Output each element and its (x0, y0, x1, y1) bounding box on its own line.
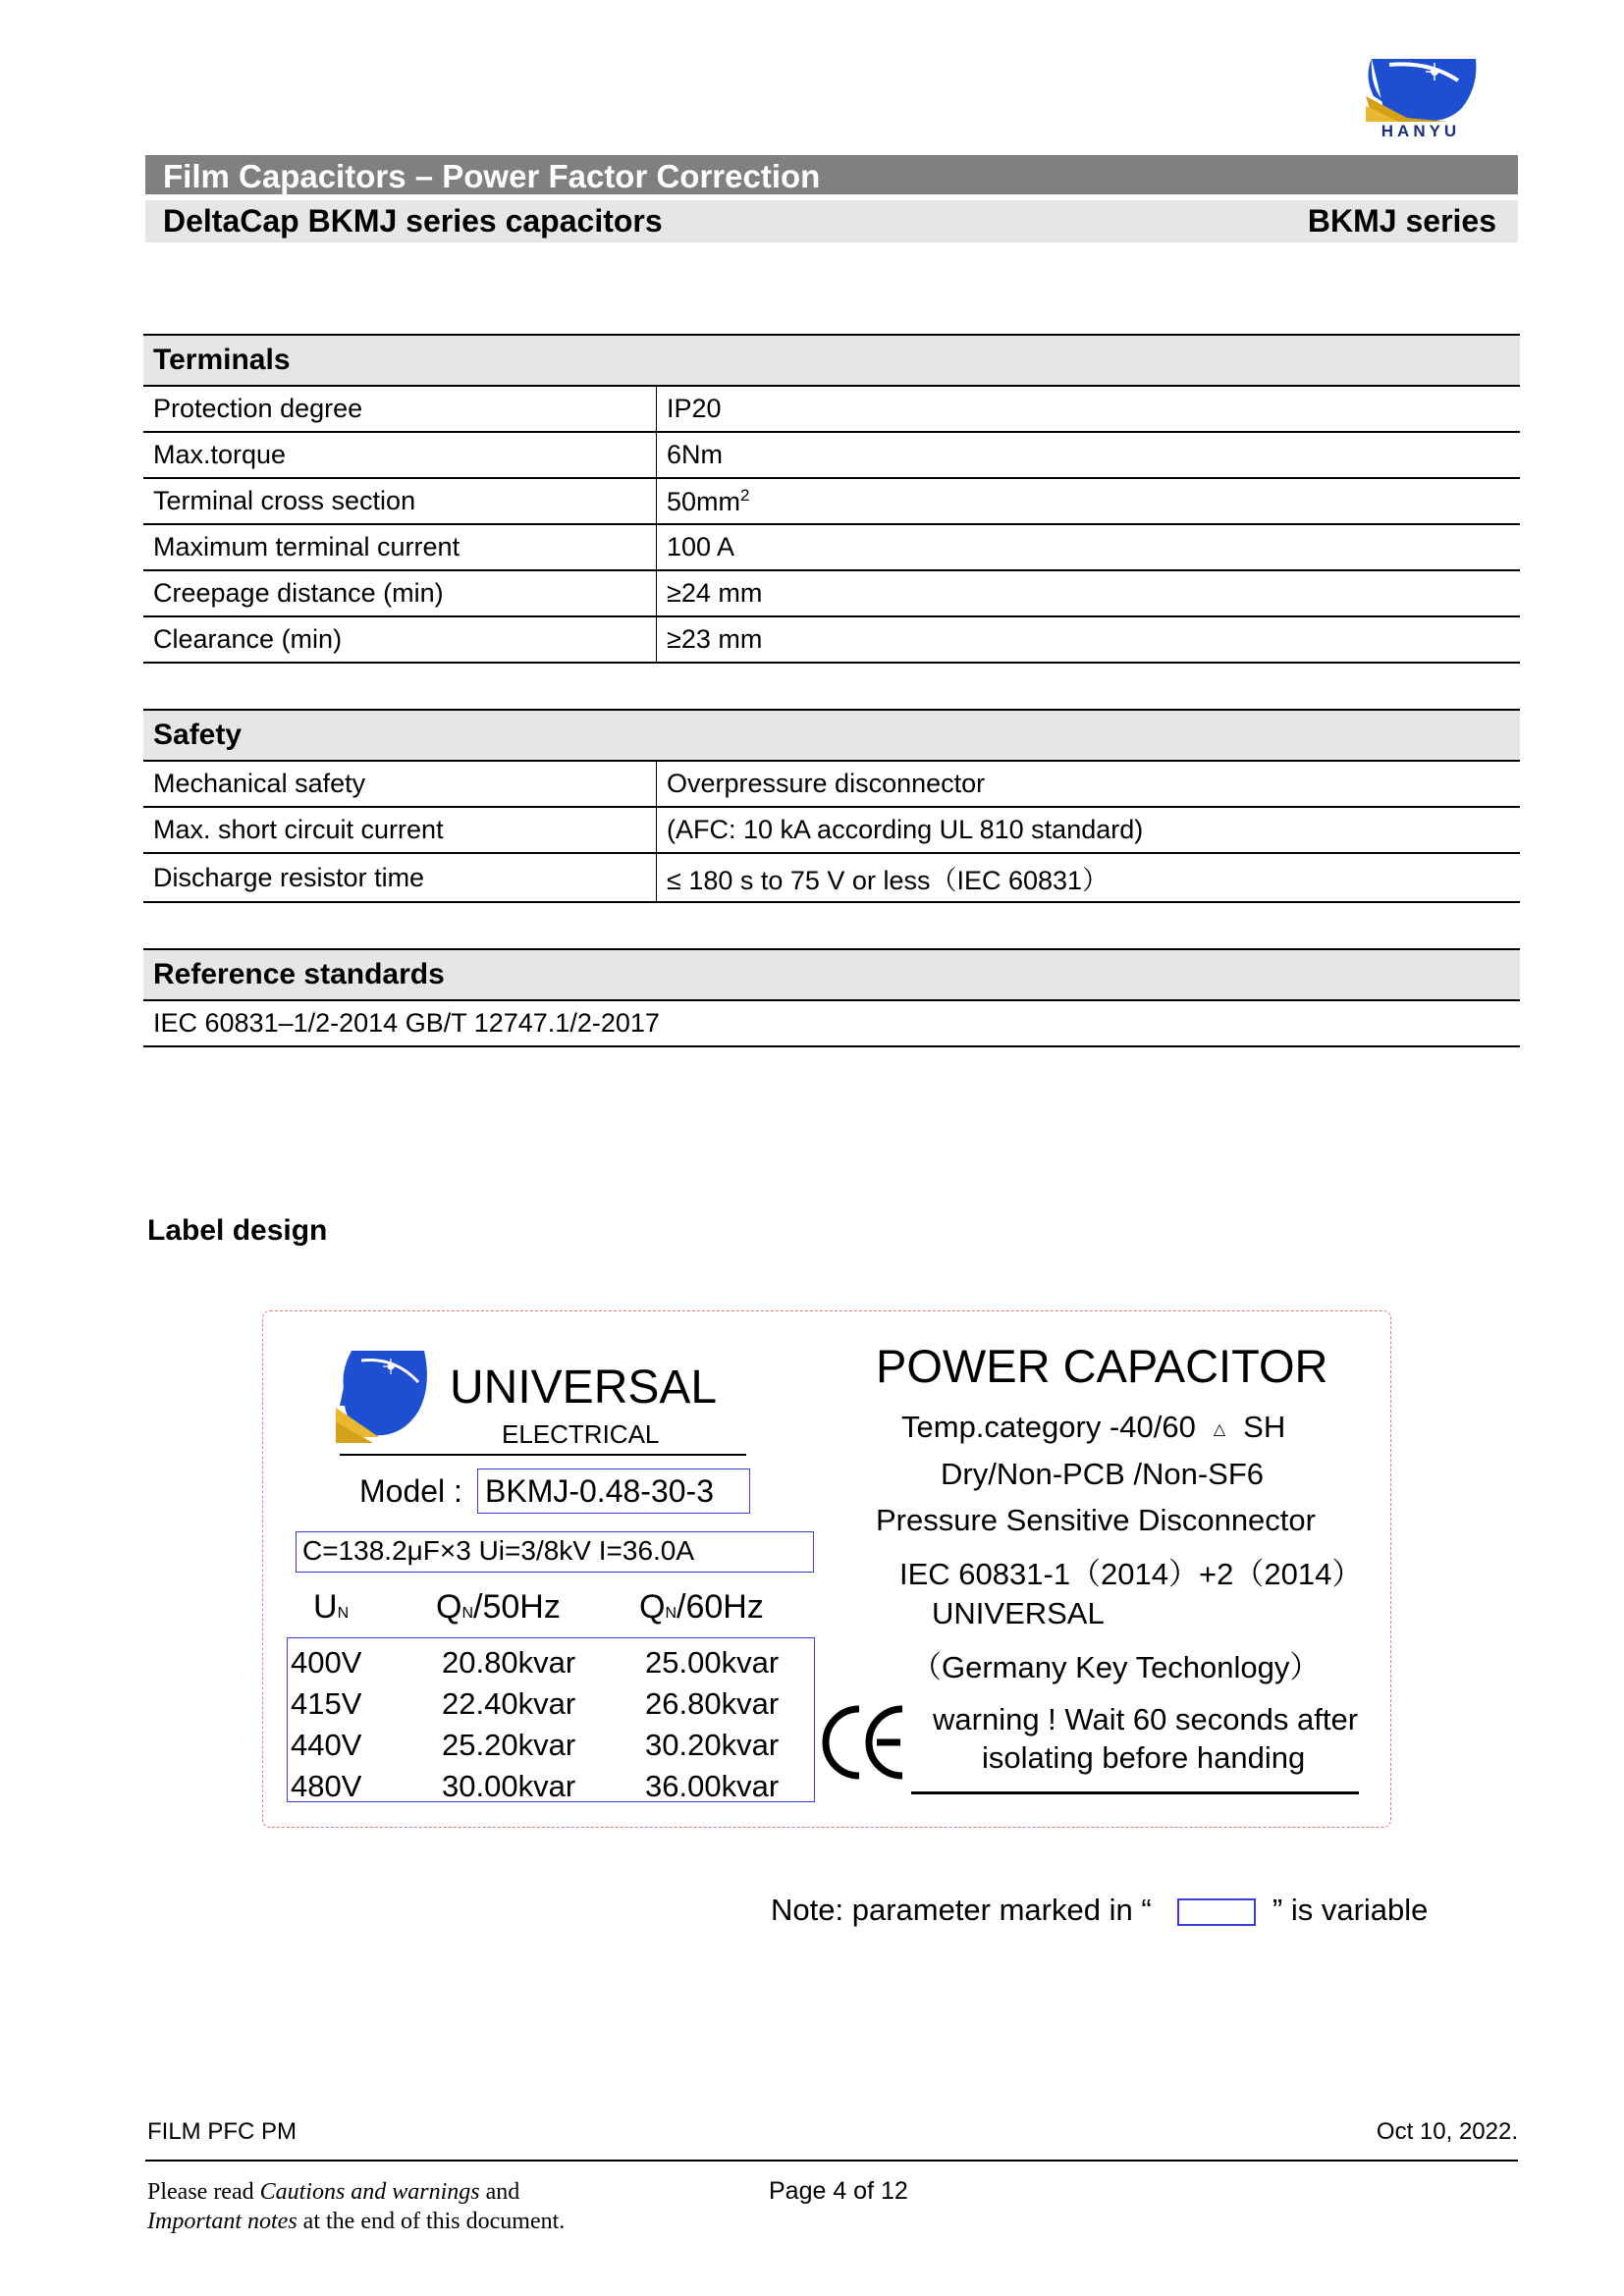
label-line3: Pressure Sensitive Disconnector (876, 1503, 1316, 1537)
row-value: ≥24 mm (657, 570, 1521, 616)
col-q60-sub: N (665, 1605, 677, 1622)
row-key: Mechanical safety (143, 761, 657, 807)
rating-q60: 30.20kvar (645, 1728, 780, 1762)
table-row (143, 616, 1520, 663)
rating-q60: 36.00kvar (645, 1769, 780, 1803)
row-key: Maximum terminal current (143, 524, 657, 570)
page-number: Page 4 of 12 (769, 2177, 908, 2205)
table-row (143, 524, 1520, 570)
divider (340, 1454, 746, 1456)
universal-logo-icon (334, 1347, 432, 1451)
col-un-sub: N (337, 1605, 350, 1622)
label-line4: IEC 60831-1（2014）+2（2014） (899, 1557, 1363, 1591)
rating-q60: 25.00kvar (645, 1645, 780, 1680)
col-un-letter: U (313, 1588, 338, 1626)
row-value (657, 478, 1521, 524)
row-value-text: 50mm (667, 486, 741, 516)
safety-table (143, 709, 1520, 903)
triangle-icon: △ (1213, 1420, 1226, 1438)
temp-text: Temp.category -40/60 (901, 1410, 1196, 1444)
cautions-link[interactable]: Cautions and warnings (259, 2179, 480, 2205)
row-key: Terminal cross section (143, 478, 657, 524)
safety-title: Safety (143, 710, 1520, 761)
note-after: ” is variable (1272, 1893, 1429, 1927)
temp-category (901, 1410, 1285, 1445)
footer-divider (145, 2160, 1518, 2162)
specs-value: C=138.2μF×3 Ui=3/8kV I=36.0A (302, 1535, 695, 1566)
category-title: Film Capacitors – Power Factor Correction (163, 158, 821, 194)
col-q50-sub: N (461, 1605, 474, 1622)
row-value: 6Nm (657, 432, 1521, 478)
table-row (143, 853, 1520, 902)
rating-q50: 25.20kvar (442, 1728, 576, 1762)
footer-date: Oct 10, 2022. (1376, 2118, 1518, 2145)
model-value: BKMJ-0.48-30-3 (485, 1473, 714, 1509)
col-q50-letter: Q (436, 1588, 462, 1626)
col-q60-letter: Q (639, 1588, 666, 1626)
label-brand-sub: ELECTRICAL (502, 1419, 660, 1449)
col-q60-header (639, 1588, 764, 1627)
product-title: DeltaCap BKMJ series capacitors (163, 203, 663, 239)
col-q50-header (436, 1588, 561, 1627)
ce-mark-icon (820, 1701, 910, 1784)
rating-q50: 30.00kvar (442, 1769, 576, 1803)
rating-voltage: 480V (291, 1769, 362, 1803)
note-before: Note: parameter marked in “ (771, 1893, 1152, 1927)
table-row (143, 478, 1520, 524)
terminals-title: Terminals (143, 335, 1520, 386)
brand-name: HANYU (1380, 122, 1461, 140)
standards-title: Reference standards (143, 949, 1520, 1000)
label-design-box (262, 1310, 1391, 1828)
model-label: Model : (359, 1473, 462, 1509)
col-q60-suffix: /60Hz (677, 1588, 764, 1626)
row-key: Max.torque (143, 432, 657, 478)
col-un-header (313, 1588, 349, 1627)
variable-marker-box (1177, 1898, 1256, 1926)
footer-doc-id: FILM PFC PM (147, 2118, 298, 2145)
row-value: (AFC: 10 kA according UL 810 standard) (657, 807, 1521, 853)
table-row (143, 386, 1520, 432)
label-line6: （Germany Key Techonlogy） (911, 1650, 1321, 1684)
table-row (143, 761, 1520, 807)
table-row (143, 807, 1520, 853)
label-design-title: Label design (147, 1214, 328, 1247)
warning-line1: warning ! Wait 60 seconds after (933, 1702, 1359, 1736)
row-key: Creepage distance (min) (143, 570, 657, 616)
table-row (143, 1000, 1520, 1046)
rating-q60: 26.80kvar (645, 1686, 780, 1721)
read-text: and (479, 2179, 520, 2205)
row-key: Protection degree (143, 386, 657, 432)
row-key: Discharge resistor time (143, 853, 657, 902)
rating-q50: 22.40kvar (442, 1686, 576, 1721)
row-key: Clearance (min) (143, 616, 657, 663)
row-value: ≥23 mm (657, 616, 1521, 663)
superscript: 2 (740, 485, 750, 505)
row-key: Max. short circuit current (143, 807, 657, 853)
terminals-table (143, 334, 1520, 664)
rating-voltage: 440V (291, 1728, 362, 1762)
row-value: 100 A (657, 524, 1521, 570)
standards-table (143, 948, 1520, 1047)
series-label: BKMJ series (1307, 203, 1496, 239)
rating-voltage: 400V (291, 1645, 362, 1680)
temp-suffix: SH (1243, 1410, 1286, 1444)
category-bar (145, 155, 1518, 194)
signature-line (911, 1791, 1359, 1794)
label-line2: Dry/Non-PCB /Non-SF6 (941, 1457, 1265, 1491)
label-title: POWER CAPACITOR (876, 1340, 1328, 1392)
variable-note (771, 1893, 1428, 1928)
row-value: IP20 (657, 386, 1521, 432)
product-bar (145, 200, 1518, 242)
warning-line2: isolating before handing (982, 1740, 1306, 1775)
label-brand: UNIVERSAL (450, 1362, 718, 1414)
important-notes-link[interactable]: Important notes (147, 2209, 298, 2234)
read-text: Please read (147, 2179, 260, 2205)
row-value: Overpressure disconnector (657, 761, 1521, 807)
standards-value: IEC 60831–1/2-2014 GB/T 12747.1/2-2017 (143, 1000, 1520, 1046)
table-row (143, 570, 1520, 616)
col-q50-suffix: /50Hz (473, 1588, 561, 1626)
label-line5: UNIVERSAL (932, 1596, 1105, 1630)
row-value: ≤ 180 s to 75 V or less（IEC 60831） (657, 853, 1521, 902)
rating-q50: 20.80kvar (442, 1645, 576, 1680)
table-row (143, 432, 1520, 478)
footer-read-note (147, 2177, 565, 2236)
read-text: at the end of this document. (297, 2209, 566, 2234)
rating-voltage: 415V (291, 1686, 362, 1721)
